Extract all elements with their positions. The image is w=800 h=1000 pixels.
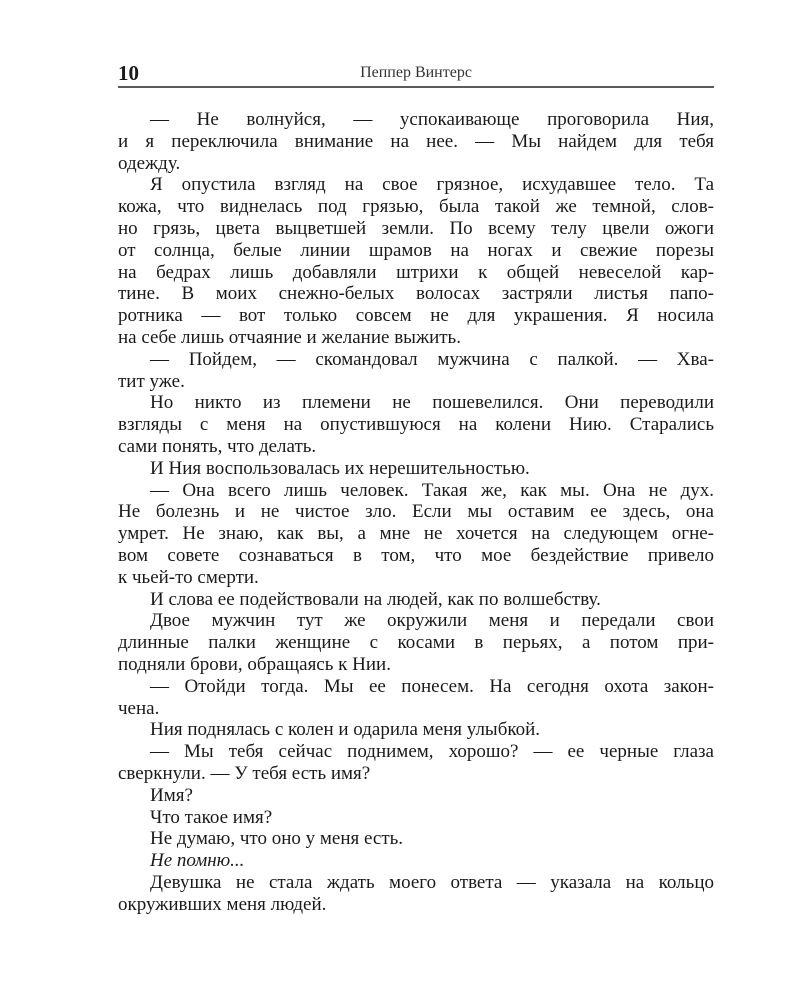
text-line: от солнца, белые линии шрамов на ногах и свежие порезы bbox=[118, 239, 714, 261]
text-line: Что такое имя? bbox=[150, 806, 273, 828]
text-line: Я опустила взгляд на свое грязное, исхудавшее тело. Та bbox=[150, 174, 714, 196]
text-line: — Она всего лишь человек. Такая же, как мы. Она не дух. bbox=[150, 479, 714, 501]
text-line: на бедрах лишь добавляли штрихи к общей невеселой кар- bbox=[118, 261, 714, 283]
text-line: — Не волнуйся, — успокаивающе проговорила Ния, bbox=[150, 109, 714, 130]
header-rule bbox=[118, 86, 714, 88]
text-line: умрет. Не знаю, как вы, а мне не хочется на следующем огне- bbox=[118, 523, 714, 545]
text-line: Ния поднялась с колен и одарила меня улыбкой. bbox=[150, 719, 541, 741]
text-line: Не думаю, что оно у меня есть. bbox=[150, 828, 404, 850]
running-title: Пеппер Винтерс bbox=[360, 64, 472, 81]
text-line: чена. bbox=[118, 697, 160, 719]
text-line: и я переключила внимание на нее. — Мы найдем для тебя bbox=[118, 130, 714, 152]
text-line: но грязь, цвета выцветшей земли. По всему телу цвели ожоги bbox=[118, 217, 714, 239]
text-line: Не болезнь и не чистое зло. Если мы оставим ее здесь, она bbox=[118, 501, 714, 523]
text-line: Имя? bbox=[150, 784, 193, 806]
text-line: на себе лишь отчаяние и желание выжить. bbox=[118, 326, 461, 348]
text-line: вом совете сознаваться в том, что мое бездействие привело bbox=[118, 544, 714, 566]
text-line: сверкнули. — У тебя есть имя? bbox=[118, 762, 371, 784]
text-line: Двое мужчин тут же окружили меня и передали свои bbox=[150, 610, 714, 632]
text-line: окруживших меня людей. bbox=[118, 893, 327, 915]
text-line: — Отойди тогда. Мы ее понесем. На сегодня охота закон- bbox=[150, 675, 714, 697]
text-line: И слова ее подействовали на людей, как по волшебству. bbox=[150, 588, 601, 610]
text-line: Не помню... bbox=[150, 850, 245, 872]
text-line: И Ния воспользовалась их нерешительностью. bbox=[150, 457, 530, 479]
body-text bbox=[118, 109, 714, 915]
text-line: — Пойдем, — скомандовал мужчина с палкой. — Хва- bbox=[150, 348, 714, 370]
text-line: взгляды с меня на опустившуюся на колени Нию. Старались bbox=[118, 414, 714, 436]
text-line: сами понять, что делать. bbox=[118, 435, 317, 457]
text-line: — Мы тебя сейчас поднимем, хорошо? — ее черные глаза bbox=[150, 741, 714, 763]
text-line: Но никто из племени не пошевелился. Они переводили bbox=[150, 392, 714, 414]
text-line: подняли брови, обращаясь к Нии. bbox=[118, 653, 391, 675]
text-line: длинные палки женщине с косами в перьях, а потом при- bbox=[118, 632, 714, 654]
page-number: 10 bbox=[118, 61, 139, 85]
text-line: кожа, что виднелась под грязью, была такой же темной, слов- bbox=[118, 196, 714, 218]
text-line: Девушка не стала ждать моего ответа — указала на кольцо bbox=[150, 871, 714, 893]
text-line: одежду. bbox=[118, 152, 181, 174]
text-line: к чьей-то смерти. bbox=[118, 566, 259, 588]
text-line: тине. В моих снежно-белых волосах застряли листья папо- bbox=[118, 283, 714, 305]
text-line: ротника — вот только совсем не для украшения. Я носила bbox=[118, 305, 714, 327]
text-line: тит уже. bbox=[118, 370, 185, 392]
